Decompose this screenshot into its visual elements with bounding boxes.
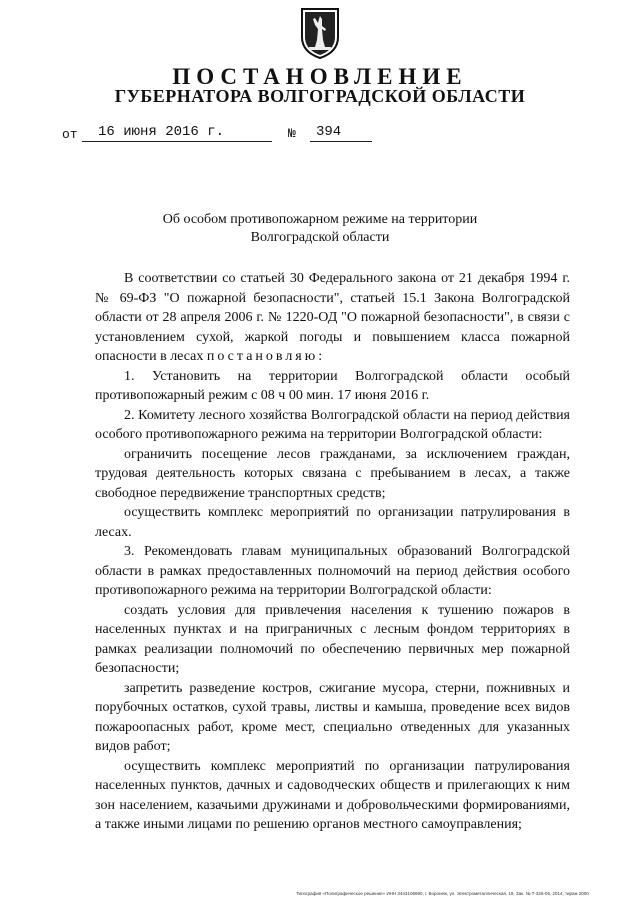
date-field: 16 июня 2016 г. bbox=[82, 124, 272, 142]
printer-imprint: Типография «Полиграфическое решение» ИНН 3443106890, г. Воронеж, ул. Электрометаллическая, 19, Зак. № Т-326-05, 2014, тираж 2000 bbox=[296, 891, 589, 896]
date-prefix: от bbox=[62, 127, 78, 142]
item-2-a: ограничить посещение лесов гражданами, за исключением граждан, трудовая деятельность которых связана с пребыванием в лесах, а также свободное передвижение транспортных средств; bbox=[95, 446, 570, 501]
document-subtitle: ГУБЕРНАТОРА ВОЛГОГРАДСКОЙ ОБЛАСТИ bbox=[114, 86, 526, 106]
item-2: 2. Комитету лесного хозяйства Волгоградской области на период действия особого противопожарного режима на территории Волгоградской области: bbox=[95, 407, 570, 442]
decree-subject bbox=[0, 211, 640, 247]
subject-line-1: Об особом противопожарном режиме на территории bbox=[162, 212, 478, 227]
item-3-c: осуществить комплекс мероприятий по организации патрулирования населенных пунктов, дачных и садоводческих обществ и прилегающих к ним зон населением, казачьими дружинами и добровольческими формированиями, а также иными лицами по решению органов местного самоуправления; bbox=[95, 758, 570, 832]
decree-body bbox=[95, 269, 570, 835]
item-3: 3. Рекомендовать главам муниципальных образований Волгоградской области в рамках предоставленных полномочий на период действия особого противопожарного режима на территории Волгоградской области: bbox=[95, 544, 570, 598]
date-number-line bbox=[62, 124, 422, 146]
number-sign: № bbox=[288, 126, 296, 141]
intro-text: В соответствии со статьей 30 Федерального закона от 21 декабря 1994 г. № 69-ФЗ "О пожарной безопасности", статьей 15.1 Закона Волгоградской области от 28 апреля 2006 г. № 1220-ОД "О пожарной безопасности", в связи с установлением сухой, жаркой погоды и повышением класса пожарной опасности в лесах bbox=[95, 271, 570, 364]
item-1: 1. Установить на территории Волгоградской области особый противопожарный режим с 08 ч 00 мин. 17 июня 2016 г. bbox=[95, 368, 570, 403]
decree-word: постановляю: bbox=[206, 349, 326, 364]
document-title: ПОСТАНОВЛЕНИЕ bbox=[172, 64, 468, 89]
item-3-b: запретить разведение костров, сжигание мусора, стерни, пожнивных и порубочных остатков, сухой травы, листвы и камыша, проведение всех видов пожароопасных работ, кроме мест, специально отведенных для указанных видов работ; bbox=[95, 680, 570, 754]
number-field: 394 bbox=[310, 124, 372, 142]
item-3-a: создать условия для привлечения населения к тушению пожаров в населенных пунктах и на приграничных с лесным фондом территориях в рамках реализации полномочий по обеспечению первичных мер пожарной безопасности; bbox=[95, 602, 570, 676]
coat-of-arms-icon bbox=[299, 7, 341, 59]
intro-paragraph bbox=[95, 269, 570, 367]
item-2-b: осуществить комплекс мероприятий по организации патрулирования в лесах. bbox=[95, 505, 570, 540]
subject-line-2: Волгоградской области bbox=[250, 230, 390, 245]
